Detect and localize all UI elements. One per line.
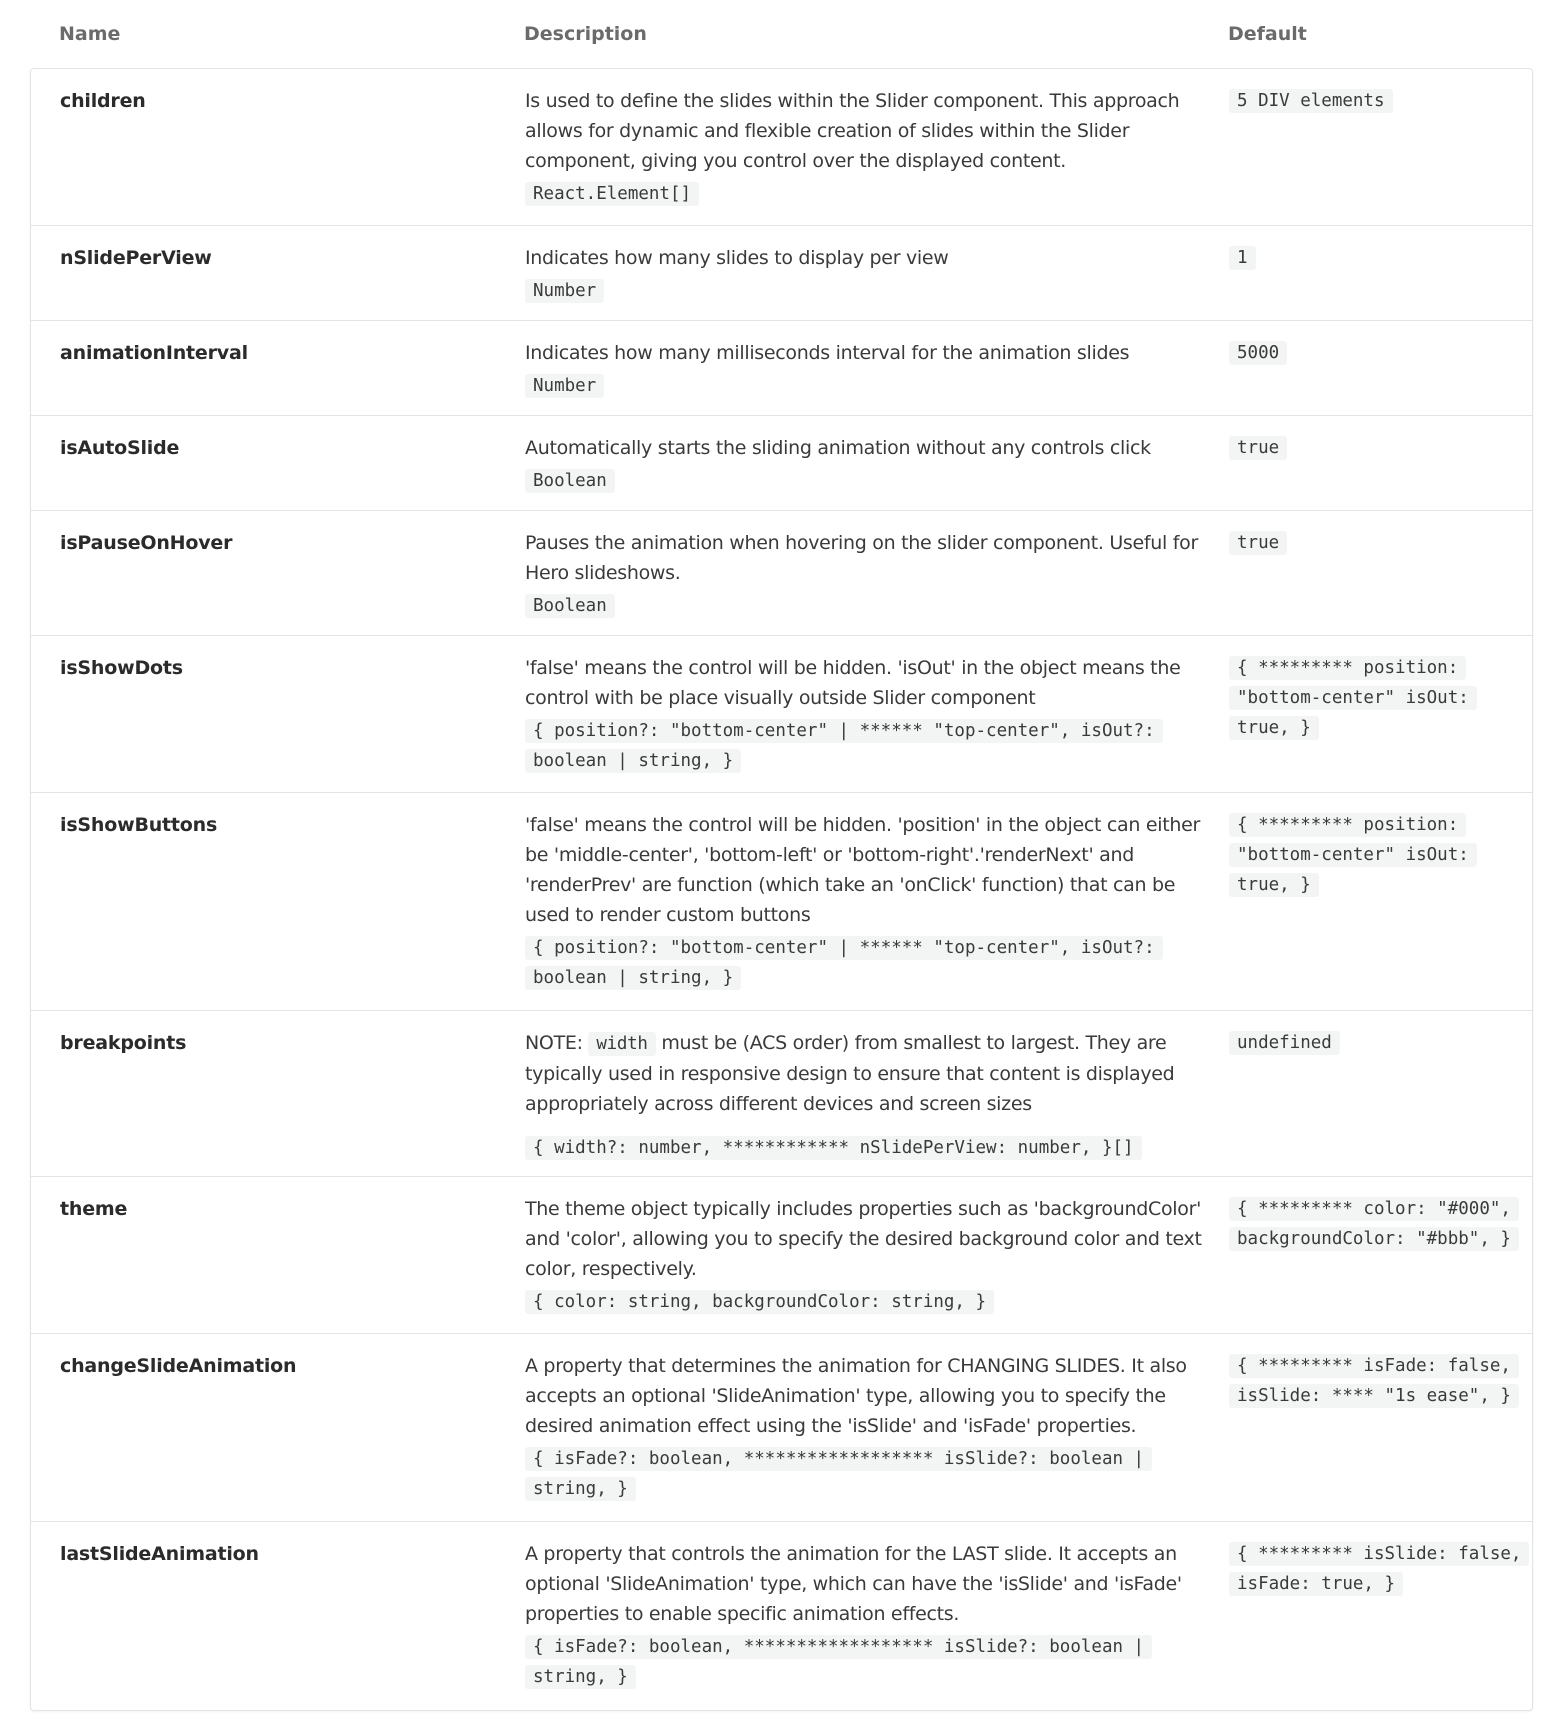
- prop-default: 1: [1229, 246, 1256, 270]
- prop-name: breakpoints: [60, 1032, 187, 1054]
- prop-name: animationInterval: [60, 342, 248, 364]
- prop-type: { position?: "bottom-center" | ****** "top-center", isOut?: boolean | string, }: [525, 719, 1163, 773]
- table-header: [30, 0, 1533, 68]
- table-row: [31, 636, 1532, 793]
- header-description: Description: [524, 23, 647, 45]
- prop-description: The theme object typically includes properties such as 'backgroundColor' and 'color', allowing you to specify the desired background color and text color, respectively.: [525, 1198, 1202, 1280]
- prop-name: isShowButtons: [60, 814, 218, 836]
- prop-default: { ********* color: "#000", backgroundColor: "#bbb", }: [1229, 1197, 1519, 1251]
- table-row: [31, 1334, 1532, 1522]
- prop-description: NOTE: width must be (ACS order) from smallest to largest. They are typically used in responsive design to ensure that content is displayed appropriately across different devices and screen sizes: [525, 1032, 1175, 1115]
- prop-default: 5000: [1229, 341, 1287, 365]
- prop-description: Is used to define the slides within the Slider component. This approach allows for dynamic and flexible creation of slides within the Slider component, giving you control over the displayed content.: [525, 90, 1180, 172]
- prop-name: children: [60, 90, 146, 112]
- table-row: [31, 793, 1532, 1011]
- prop-name: isShowDots: [60, 657, 183, 679]
- prop-type: Number: [525, 279, 604, 303]
- table-row: [31, 1011, 1532, 1177]
- prop-type: { position?: "bottom-center" | ****** "top-center", isOut?: boolean | string, }: [525, 936, 1163, 990]
- prop-type: { color: string, backgroundColor: string, }: [525, 1290, 994, 1314]
- prop-type: Boolean: [525, 594, 615, 618]
- prop-default: undefined: [1229, 1031, 1340, 1055]
- prop-description: Indicates how many slides to display per view: [525, 247, 949, 269]
- prop-name: nSlidePerView: [60, 247, 212, 269]
- prop-description: Pauses the animation when hovering on the slider component. Useful for Hero slideshows.: [525, 532, 1198, 584]
- prop-name: isAutoSlide: [60, 437, 180, 459]
- table-row: [31, 69, 1532, 226]
- prop-type: { isFade?: boolean, ****************** isSlide?: boolean | string, }: [525, 1635, 1152, 1689]
- inline-code: width: [588, 1032, 655, 1056]
- prop-default: true: [1229, 436, 1287, 460]
- header-name: Name: [59, 23, 121, 45]
- prop-description: 'false' means the control will be hidden. 'isOut' in the object means the control with be place visually outside Slider component: [525, 657, 1181, 709]
- prop-type: Boolean: [525, 469, 615, 493]
- prop-description: Automatically starts the sliding animation without any controls click: [525, 437, 1151, 459]
- prop-description: A property that controls the animation for the LAST slide. It accepts an optional 'SlideAnimation' type, which can have the 'isSlide' and 'isFade' properties to enable specific animation effects.: [525, 1543, 1182, 1625]
- prop-description: Indicates how many milliseconds interval for the animation slides: [525, 342, 1130, 364]
- table-row: [31, 1177, 1532, 1334]
- prop-name: isPauseOnHover: [60, 532, 233, 554]
- prop-name: theme: [60, 1198, 128, 1220]
- prop-name: lastSlideAnimation: [60, 1543, 259, 1565]
- table-row: [31, 1522, 1532, 1710]
- prop-default: true: [1229, 531, 1287, 555]
- prop-default: { ********* position: "bottom-center" isOut: true, }: [1229, 656, 1477, 740]
- prop-default: 5 DIV elements: [1229, 89, 1393, 113]
- prop-description: A property that determines the animation for CHANGING SLIDES. It also accepts an optional 'SlideAnimation' type, allowing you to specify the desired animation effect using the 'isSlide' and 'isFade' properties.: [525, 1355, 1187, 1437]
- prop-description: 'false' means the control will be hidden. 'position' in the object can either be 'middle-center', 'bottom-left' or 'bottom-right'.'renderNext' and 'renderPrev' are function (which take an 'onClick' function) that can be used to render custom buttons: [525, 814, 1201, 926]
- prop-type: { width?: number, ************ nSlidePerView: number, }[]: [525, 1136, 1142, 1160]
- table-row: [31, 321, 1532, 416]
- header-default: Default: [1228, 23, 1307, 45]
- table-row: [31, 416, 1532, 511]
- props-table: [30, 0, 1533, 1711]
- table-body: [30, 68, 1533, 1711]
- prop-default: { ********* isSlide: false, isFade: true, }: [1229, 1542, 1529, 1596]
- prop-type: Number: [525, 374, 604, 398]
- prop-name: changeSlideAnimation: [60, 1355, 297, 1377]
- prop-type: React.Element[]: [525, 182, 699, 206]
- prop-default: { ********* isFade: false, isSlide: **** "1s ease", }: [1229, 1354, 1519, 1408]
- table-row: [31, 511, 1532, 636]
- table-row: [31, 226, 1532, 321]
- prop-default: { ********* position: "bottom-center" isOut: true, }: [1229, 813, 1477, 897]
- prop-type: { isFade?: boolean, ****************** isSlide?: boolean | string, }: [525, 1447, 1152, 1501]
